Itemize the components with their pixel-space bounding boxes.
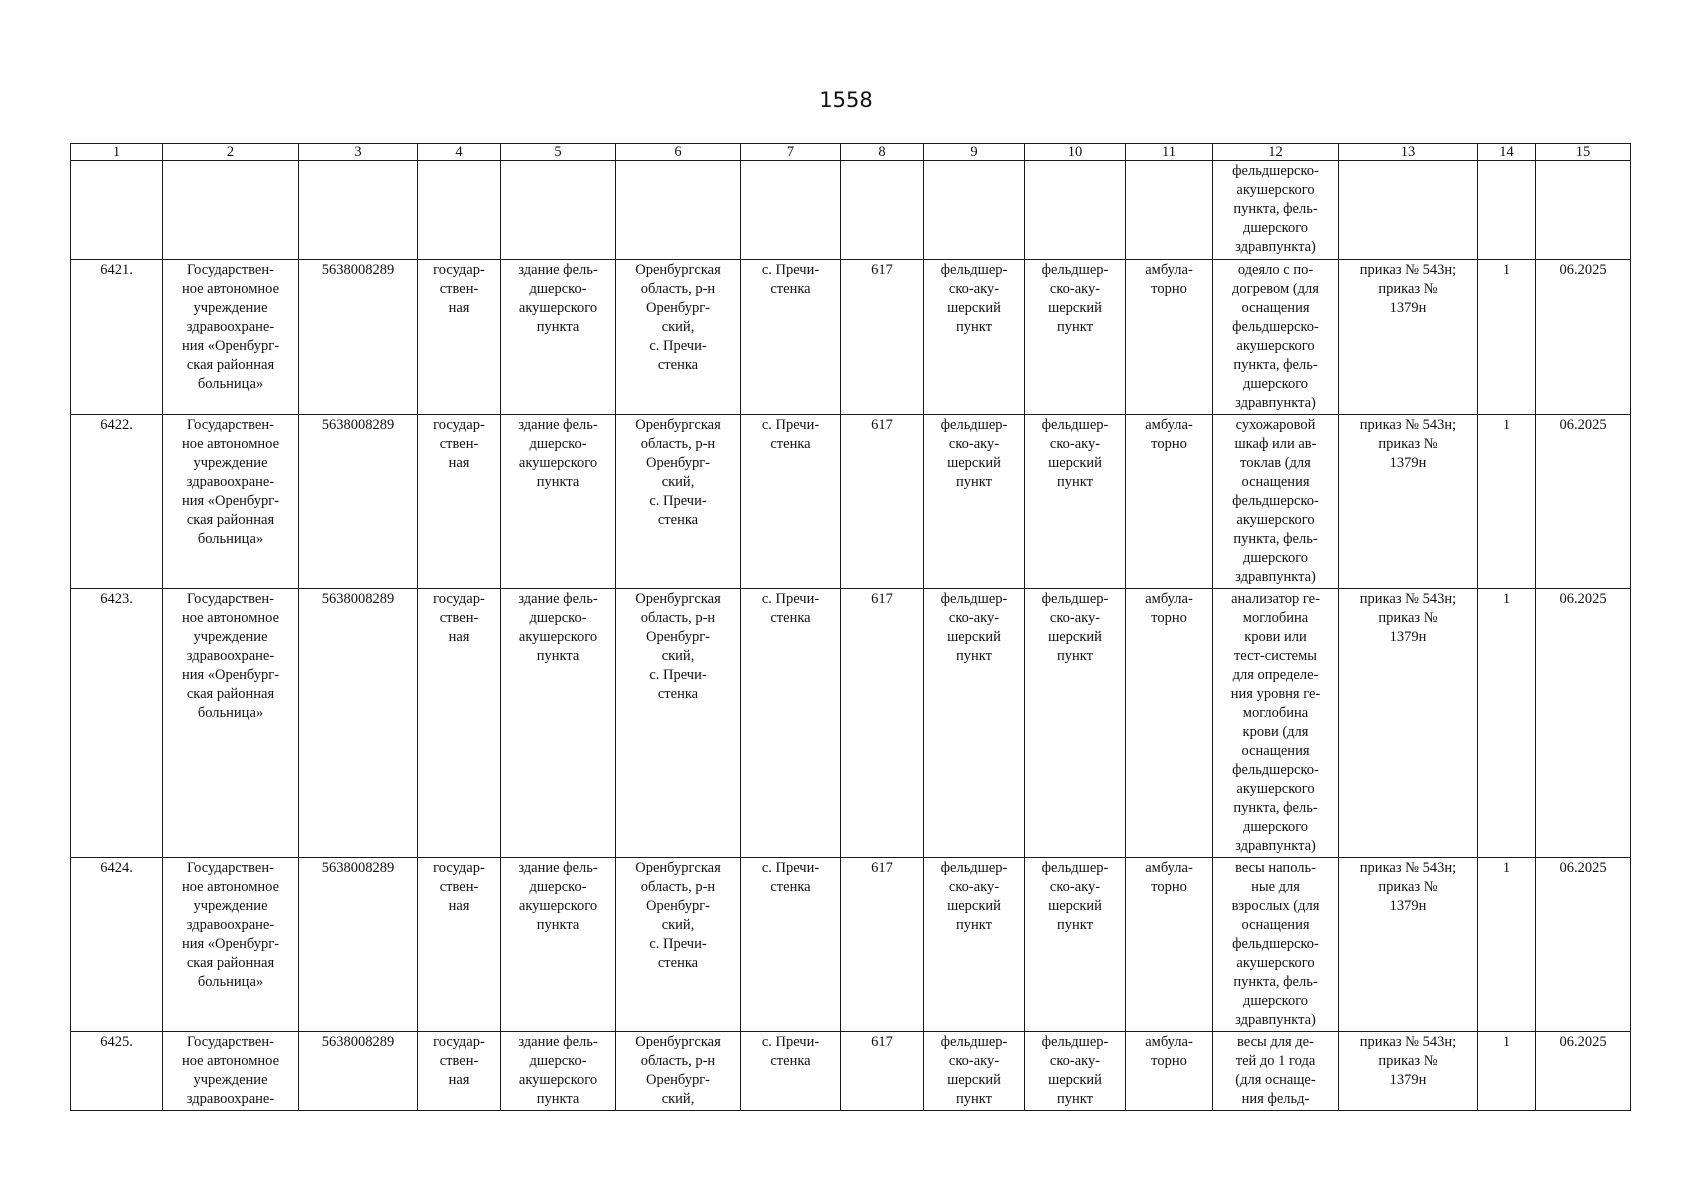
table-cell	[924, 161, 1025, 260]
inn-cell: 5638008289	[299, 1032, 418, 1111]
settlement-cell: с. Пречи- стенка	[741, 415, 841, 589]
table-cell	[1126, 161, 1213, 260]
address-cell: Оренбургская область, р-н Оренбург- ский, с. Пречи- стенка	[616, 589, 741, 858]
address-cell: Оренбургская область, р-н Оренбург- ский, с. Пречи- стенка	[616, 260, 741, 415]
ownership-cell: государ- ствен- ная	[418, 260, 501, 415]
row-number: 6421.	[71, 260, 163, 415]
organization-cell: Государствен- ное автономное учреждение здравоохране-	[163, 1032, 299, 1111]
table-cell	[841, 161, 924, 260]
population-cell: 617	[841, 415, 924, 589]
type-current-cell: фельдшер- ско-аку- шерский пункт	[924, 589, 1025, 858]
row-number: 6425.	[71, 1032, 163, 1111]
column-header: 5	[501, 144, 616, 161]
care-form-cell: амбула- торно	[1126, 589, 1213, 858]
building-cell: здание фель- дшерско- акушерского пункта	[501, 1032, 616, 1111]
type-current-cell: фельдшер- ско-аку- шерский пункт	[924, 260, 1025, 415]
column-header: 10	[1025, 144, 1126, 161]
basis-cell: приказ № 543н; приказ № 1379н	[1339, 589, 1478, 858]
settlement-cell: с. Пречи- стенка	[741, 1032, 841, 1111]
ownership-cell: государ- ствен- ная	[418, 589, 501, 858]
inn-cell: 5638008289	[299, 589, 418, 858]
quantity-cell: 1	[1478, 260, 1536, 415]
quantity-cell: 1	[1478, 415, 1536, 589]
column-header: 2	[163, 144, 299, 161]
type-target-cell: фельдшер- ско-аку- шерский пункт	[1025, 1032, 1126, 1111]
care-form-cell: амбула- торно	[1126, 415, 1213, 589]
inn-cell: 5638008289	[299, 260, 418, 415]
column-header: 8	[841, 144, 924, 161]
table-cell	[616, 161, 741, 260]
table-row	[71, 260, 1631, 415]
date-cell: 06.2025	[1536, 589, 1631, 858]
organization-cell: Государствен- ное автономное учреждение здравоохране- ния «Оренбург- ская районная больница»	[163, 858, 299, 1032]
row-number: 6423.	[71, 589, 163, 858]
care-form-cell: амбула- торно	[1126, 260, 1213, 415]
date-cell: 06.2025	[1536, 1032, 1631, 1111]
quantity-cell: 1	[1478, 1032, 1536, 1111]
type-target-cell: фельдшер- ско-аку- шерский пункт	[1025, 589, 1126, 858]
organization-cell: Государствен- ное автономное учреждение здравоохране- ния «Оренбург- ская районная больница»	[163, 415, 299, 589]
column-header: 6	[616, 144, 741, 161]
continuation-row	[71, 161, 1631, 260]
ownership-cell: государ- ствен- ная	[418, 858, 501, 1032]
table-cell	[741, 161, 841, 260]
table-cell	[1025, 161, 1126, 260]
ownership-cell: государ- ствен- ная	[418, 1032, 501, 1111]
care-form-cell: амбула- торно	[1126, 858, 1213, 1032]
building-cell: здание фель- дшерско- акушерского пункта	[501, 415, 616, 589]
column-header: 11	[1126, 144, 1213, 161]
settlement-cell: с. Пречи- стенка	[741, 589, 841, 858]
table-cell	[418, 161, 501, 260]
equipment-cell: одеяло с по- догревом (для оснащения фельдшерско- акушерского пункта, фель- дшерского здравпункта)	[1213, 260, 1339, 415]
column-header: 13	[1339, 144, 1478, 161]
equipment-cell: весы для де- тей до 1 года (для оснаще- ния фельд-	[1213, 1032, 1339, 1111]
type-target-cell: фельдшер- ско-аку- шерский пункт	[1025, 415, 1126, 589]
settlement-cell: с. Пречи- стенка	[741, 858, 841, 1032]
row-number: 6424.	[71, 858, 163, 1032]
column-header: 15	[1536, 144, 1631, 161]
quantity-cell: 1	[1478, 858, 1536, 1032]
table-row	[71, 415, 1631, 589]
basis-cell: приказ № 543н; приказ № 1379н	[1339, 415, 1478, 589]
column-header: 4	[418, 144, 501, 161]
inn-cell: 5638008289	[299, 858, 418, 1032]
column-header: 12	[1213, 144, 1339, 161]
date-cell: 06.2025	[1536, 260, 1631, 415]
organization-cell: Государствен- ное автономное учреждение здравоохране- ния «Оренбург- ская районная больница»	[163, 589, 299, 858]
registry-table	[70, 143, 1631, 1111]
date-cell: 06.2025	[1536, 858, 1631, 1032]
column-header: 3	[299, 144, 418, 161]
address-cell: Оренбургская область, р-н Оренбург- ский, с. Пречи- стенка	[616, 858, 741, 1032]
building-cell: здание фель- дшерско- акушерского пункта	[501, 858, 616, 1032]
settlement-cell: с. Пречи- стенка	[741, 260, 841, 415]
address-cell: Оренбургская область, р-н Оренбург- ский,	[616, 1032, 741, 1111]
table-cell	[1478, 161, 1536, 260]
table-cell	[163, 161, 299, 260]
basis-cell: приказ № 543н; приказ № 1379н	[1339, 1032, 1478, 1111]
table-cell	[299, 161, 418, 260]
quantity-cell: 1	[1478, 589, 1536, 858]
inn-cell: 5638008289	[299, 415, 418, 589]
care-form-cell: амбула- торно	[1126, 1032, 1213, 1111]
date-cell: 06.2025	[1536, 415, 1631, 589]
table-row	[71, 1032, 1631, 1111]
table-cell	[1339, 161, 1478, 260]
table-row	[71, 858, 1631, 1032]
organization-cell: Государствен- ное автономное учреждение здравоохране- ния «Оренбург- ская районная больница»	[163, 260, 299, 415]
building-cell: здание фель- дшерско- акушерского пункта	[501, 589, 616, 858]
type-current-cell: фельдшер- ско-аку- шерский пункт	[924, 1032, 1025, 1111]
table-cell	[1536, 161, 1631, 260]
table-cell	[501, 161, 616, 260]
population-cell: 617	[841, 1032, 924, 1111]
column-header: 7	[741, 144, 841, 161]
basis-cell: приказ № 543н; приказ № 1379н	[1339, 858, 1478, 1032]
type-target-cell: фельдшер- ско-аку- шерский пункт	[1025, 260, 1126, 415]
building-cell: здание фель- дшерско- акушерского пункта	[501, 260, 616, 415]
type-current-cell: фельдшер- ско-аку- шерский пункт	[924, 415, 1025, 589]
type-target-cell: фельдшер- ско-аку- шерский пункт	[1025, 858, 1126, 1032]
column-header: 1	[71, 144, 163, 161]
equipment-cell: весы наполь- ные для взрослых (для оснащения фельдшерско- акушерского пункта, фель- дшерского здравпункта)	[1213, 858, 1339, 1032]
column-header: 9	[924, 144, 1025, 161]
table-row	[71, 589, 1631, 858]
address-cell: Оренбургская область, р-н Оренбург- ский, с. Пречи- стенка	[616, 415, 741, 589]
equipment-cell: фельдшерско- акушерского пункта, фель- дшерского здравпункта)	[1213, 161, 1339, 260]
column-header: 14	[1478, 144, 1536, 161]
type-current-cell: фельдшер- ско-аку- шерский пункт	[924, 858, 1025, 1032]
page-number: 1558	[819, 88, 873, 112]
population-cell: 617	[841, 858, 924, 1032]
row-number: 6422.	[71, 415, 163, 589]
population-cell: 617	[841, 260, 924, 415]
basis-cell: приказ № 543н; приказ № 1379н	[1339, 260, 1478, 415]
population-cell: 617	[841, 589, 924, 858]
equipment-cell: анализатор ге- моглобина крови или тест-системы для определе- ния уровня ге- моглобина крови (для оснащения фельдшерско- акушерского пункта, фель- дшерского здравпункта)	[1213, 589, 1339, 858]
table-cell	[71, 161, 163, 260]
ownership-cell: государ- ствен- ная	[418, 415, 501, 589]
header-row	[71, 144, 1631, 161]
equipment-cell: сухожаровой шкаф или ав- токлав (для оснащения фельдшерско- акушерского пункта, фель- дшерского здравпункта)	[1213, 415, 1339, 589]
